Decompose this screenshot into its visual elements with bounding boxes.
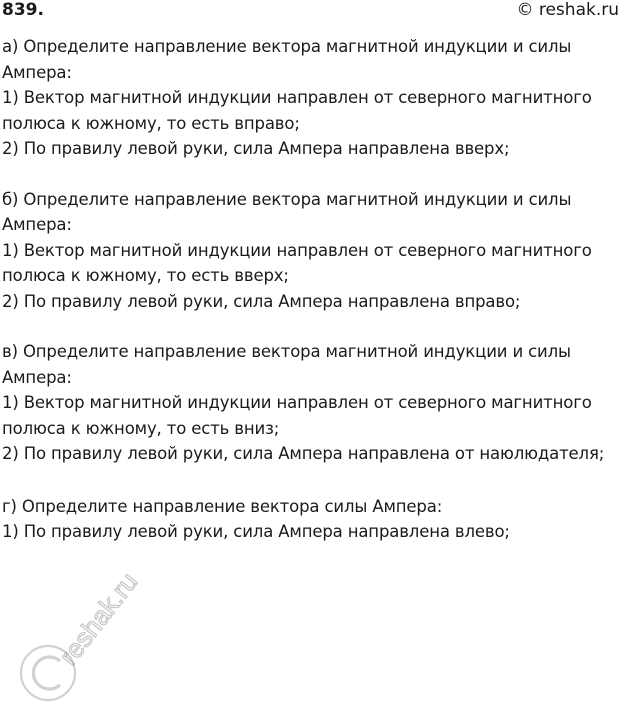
section-v xyxy=(2,339,620,467)
section-v-line-1: в) Определите направление вектора магнитной индукции и силы xyxy=(2,342,571,361)
section-a-line-5: 2) По правилу левой руки, сила Ампера направлена вверх; xyxy=(2,139,510,158)
section-g-line-1: г) Определите направление вектора силы Ампера: xyxy=(2,496,443,516)
section-a-line-1: а) Определите направление вектора магнитной индукции и силы xyxy=(2,37,572,56)
watermark-diagonal-text: reshak.ru xyxy=(53,566,144,671)
section-g-line-2: 1) По правилу левой руки, сила Ампера направлена влево; xyxy=(2,522,510,541)
solution-body xyxy=(2,34,620,545)
problem-number: 839. xyxy=(2,0,44,20)
section-a-line-2: Ампера: xyxy=(2,62,72,82)
section-v-line-2: Ампера: xyxy=(2,367,72,387)
section-b-line-1: б) Определите направление вектора магнитной индукции и силы xyxy=(2,189,572,209)
section-v-line-4: полюса к южному, то есть вниз; xyxy=(2,418,280,438)
section-v-line-3: 1) Вектор магнитной индукции направлен от северного магнитного xyxy=(2,393,592,412)
section-v-line-5: 2) По правилу левой руки, сила Ампера направлена от наюлюдателя; xyxy=(2,444,605,463)
section-a-line-4: полюса к южному, то есть вправо; xyxy=(2,113,300,133)
section-g xyxy=(2,494,620,545)
section-b-line-5: 2) По правилу левой руки, сила Ампера направлена вправо; xyxy=(2,291,521,311)
section-b xyxy=(2,187,620,315)
section-a-line-3: 1) Вектор магнитной индукции направлен от северного магнитного xyxy=(2,88,592,107)
section-b-line-3: 1) Вектор магнитной индукции направлен от северного магнитного xyxy=(2,240,592,260)
reshak-watermark-logo xyxy=(10,555,180,710)
section-a xyxy=(2,34,620,162)
section-b-line-2: Ампера: xyxy=(2,215,72,234)
site-watermark-text: © reshak.ru xyxy=(516,0,619,20)
section-b-line-4: полюса к южному, то есть вверх; xyxy=(2,266,289,285)
